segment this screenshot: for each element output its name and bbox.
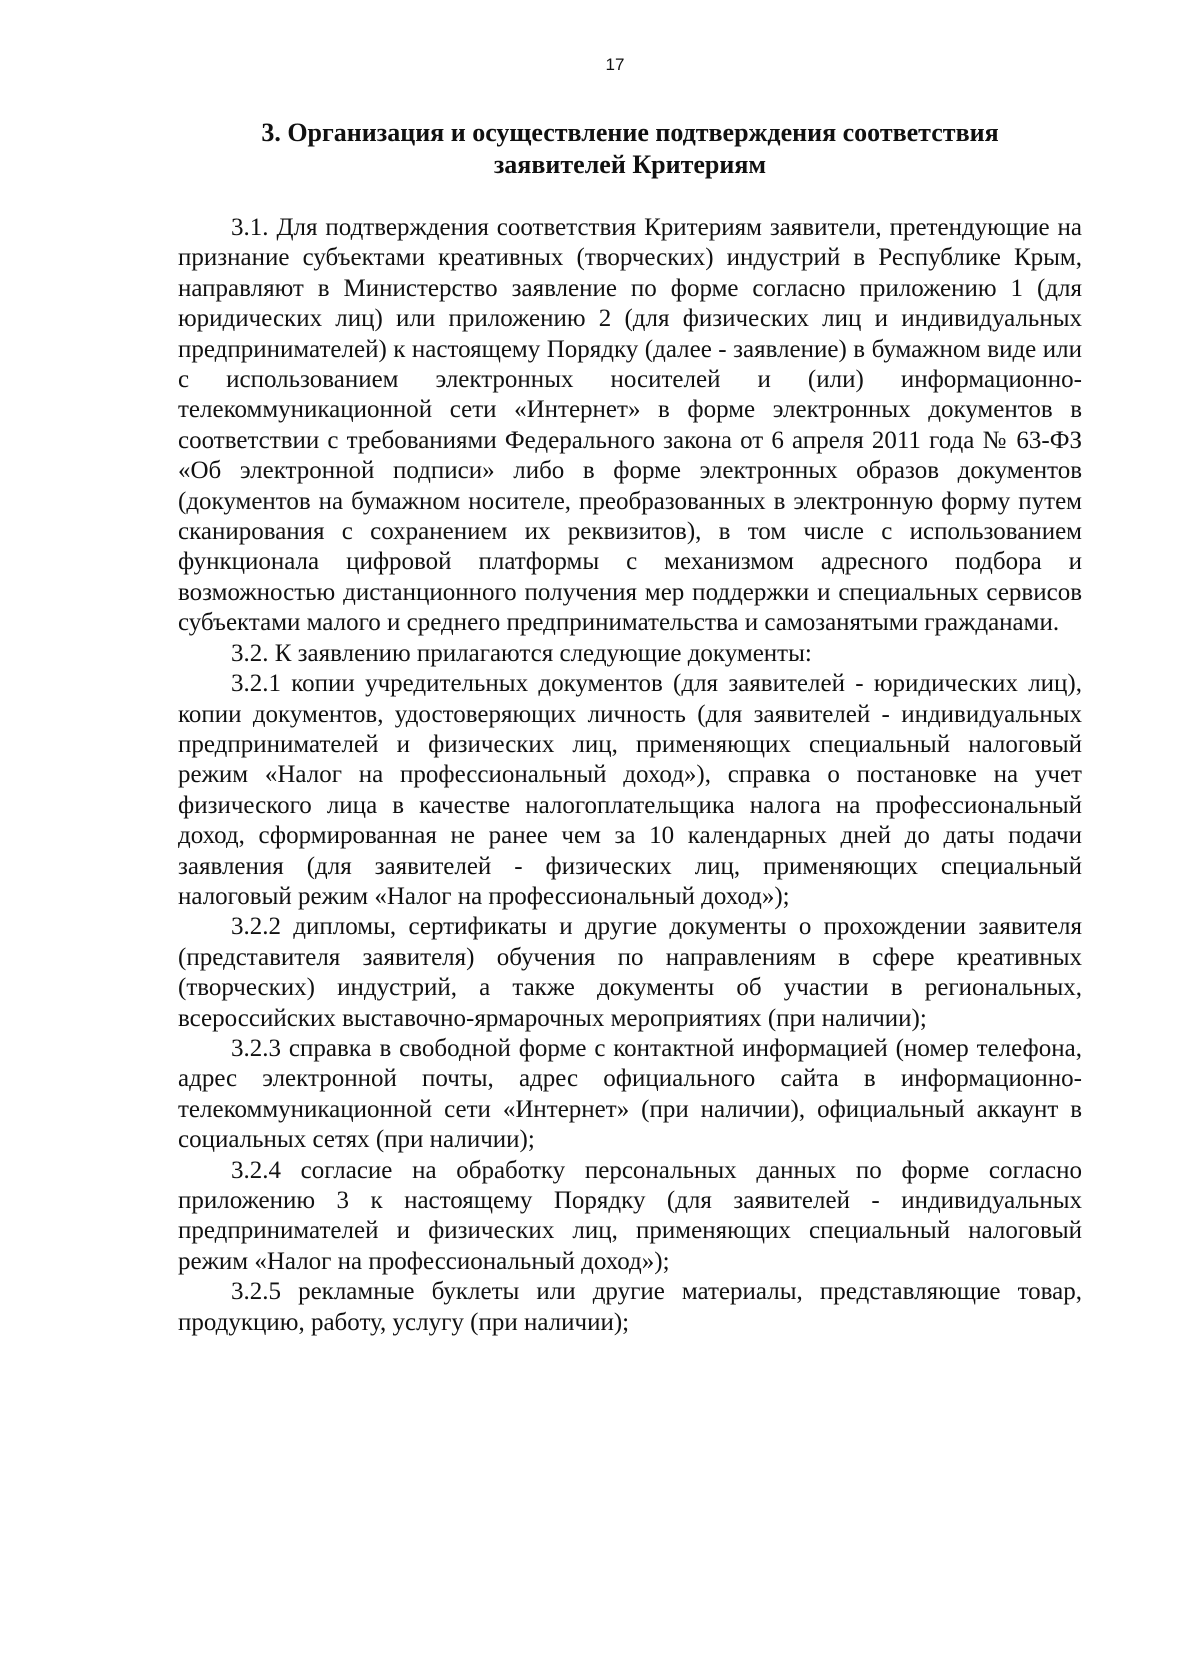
paragraph-3-2-3: 3.2.3 справка в свободной форме с контактной информацией (номер телефона, адрес электронной почты, адрес официального сайта в информационно-телекоммуникационной сети «Интернет» (при наличии), официальный аккаунт в социальных сетях (при наличии); [178,1034,1082,1154]
section-title-line-1: 3. Организация и осуществление подтверждения соответствия [261,118,999,147]
section-title [178,117,1082,181]
section-title-line-2: заявителей Критериям [493,150,767,179]
paragraph-3-2-4: 3.2.4 согласие на обработку персональных данных по форме согласно приложению 3 к настоящему Порядку (для заявителей - индивидуальных предпринимателей и физических лиц, применяющих специальный налоговый режим «Налог на профессиональный доход»); [178,1156,1082,1275]
paragraph-3-1: 3.1. Для подтверждения соответствия Критериям заявители, претендующие на признание субъектами креативных (творческих) индустрий в Республике Крым, направляют в Министерство заявление по форме согласно приложению 1 (для юридических лиц) или приложению 2 (для физических лиц и индивидуальных предпринимателей) к настоящему Порядку (далее - заявление) в бумажном виде или с использованием электронных носителей и (или) информационно-телекоммуникационной сети «Интернет» в форме электронных документов в соответствии с требованиями Федерального закона от 6 апреля 2011 года № 63-ФЗ «Об электронной подписи» либо в форме электронных образов документов (документов на бумажном носителе, преобразованных в электронную форму путем сканирования с сохранением их реквизитов), в том числе с использованием функционала цифровой платформы с механизмом адресного подбора и возможностью дистанционного получения мер поддержки и специальных сервисов субъектами малого и среднего предпринимательства и самозанятыми гражданами. [178,214,1082,637]
paragraph-3-2: 3.2. К заявлению прилагаются следующие документы: [231,639,812,667]
paragraph-3-2-2: 3.2.2 дипломы, сертификаты и другие документы о прохождении заявителя (представителя заявителя) обучения по направлениям в сфере креативных (творческих) индустрий, а также документы об участии в региональных, всероссийских выставочно-ярмарочных мероприятиях (при наличии); [178,913,1082,1032]
body-text [178,213,1082,1338]
paragraph-3-2-1: 3.2.1 копии учредительных документов (для заявителей - юридических лиц), копии документов, удостоверяющих личность (для заявителей - индивидуальных предпринимателей и физических лиц, применяющих специальный налоговый режим «Налог на профессиональный доход»), справка о постановке на учет физического лица в качестве налогоплательщика налога на профессиональный доход, сформированная не ранее чем за 10 календарных дней до даты подачи заявления (для заявителей - физических лиц, применяющих специальный налоговый режим «Налог на профессиональный доход»); [178,670,1082,910]
page-number: 17 [605,55,625,74]
paragraph-3-2-5: 3.2.5 рекламные буклеты или другие материалы, представляющие товар, продукцию, работу, услугу (при наличии); [178,1278,1082,1336]
